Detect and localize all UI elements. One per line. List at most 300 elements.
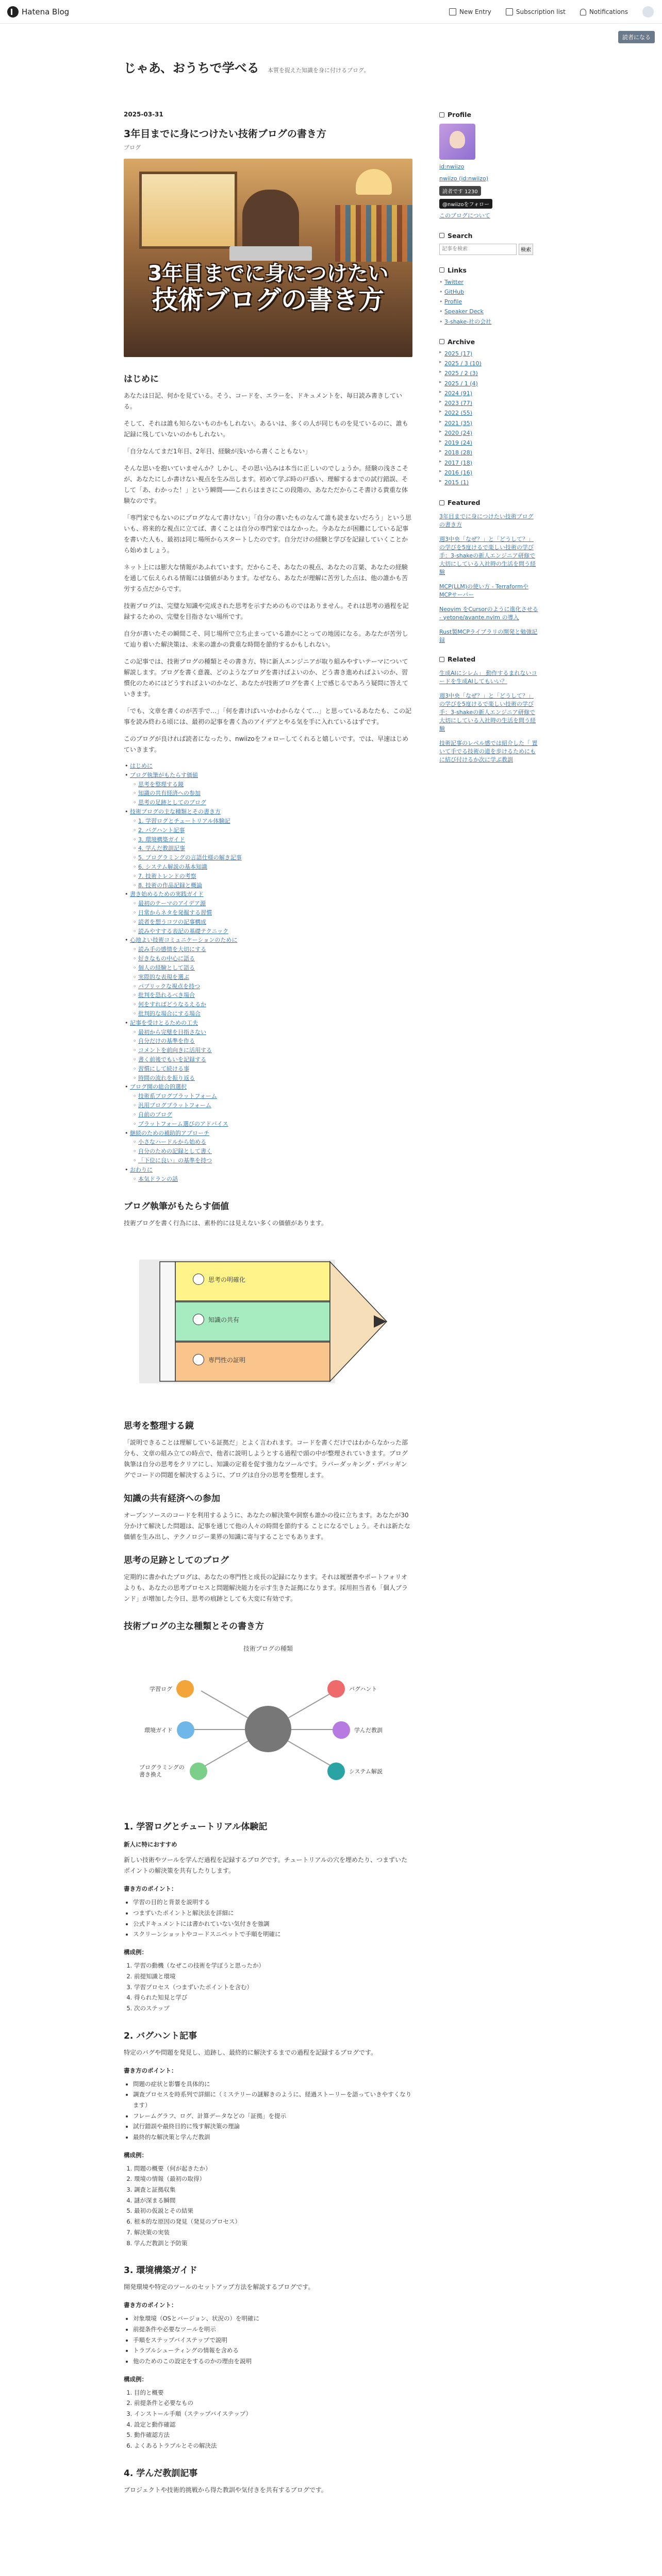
list-item: • 学習の目的と背景を説明する	[133, 1897, 412, 1908]
toc-link[interactable]: プラットフォーム選びのアドバイス	[138, 1120, 228, 1127]
archive-title-label: Archive	[448, 337, 475, 346]
archive-item	[439, 398, 538, 408]
list-item: • 最終的な解決策と学んだ教訓	[133, 2132, 412, 2143]
toc-link[interactable]: 本気ドランの話	[138, 1175, 178, 1182]
blog-title[interactable]: じゃあ、おうちで学べる	[124, 61, 259, 75]
toc-link[interactable]: 技術ブログの主な種類とその書き方	[130, 808, 221, 816]
toc-link[interactable]: 記事を受けとるための工夫	[130, 1019, 198, 1026]
sidebar-link-item	[439, 287, 538, 297]
pencil-row-3-label: 専門性の証明	[208, 1356, 246, 1364]
type1-flow	[124, 1960, 412, 2013]
featured-link[interactable]: Rust製MCPライブラリの開発と勉強記録	[439, 628, 538, 643]
toc-link[interactable]: ブログ開の総合的選択	[130, 1083, 187, 1091]
archive-link[interactable]: 2020 (24)	[444, 429, 473, 436]
toc-link[interactable]: 自分のための記録として書く	[138, 1148, 212, 1155]
type2-points	[124, 2079, 412, 2143]
toc-link[interactable]: 知識の共有経済への参加	[138, 790, 201, 797]
about-blog[interactable]	[439, 212, 538, 221]
archive-item	[439, 478, 538, 487]
toc-item	[124, 1165, 412, 1175]
pencil-row-1-label: 思考の明確化	[208, 1276, 246, 1283]
featured-item[interactable]	[439, 605, 538, 622]
links-title-label: Links	[448, 266, 467, 274]
toc-item	[124, 908, 412, 918]
toc-link[interactable]: パブリックな視点を持つ	[138, 982, 201, 990]
notifications-button[interactable]	[580, 6, 628, 18]
type3-points	[124, 2313, 412, 2366]
archive-link[interactable]: 2019 (24)	[444, 439, 473, 446]
brand-label: Hatena Blog	[22, 7, 70, 16]
sidebar-link-item	[439, 317, 538, 327]
radial-node-3-label: プログラミングの書き換え	[139, 1764, 185, 1778]
list-item: 5. 次のステップ	[134, 2003, 412, 2014]
related-icon	[439, 657, 444, 662]
type1-points	[124, 1897, 412, 1940]
subscription-list-button[interactable]	[506, 6, 566, 18]
toc-link[interactable]: 3. 環境構築ガイド	[138, 836, 185, 843]
sidebar-link-item	[439, 277, 538, 287]
pencil-row-2-label: 知識の共有	[208, 1316, 240, 1324]
toc-item	[124, 918, 412, 927]
list-item: • 前提条件や必要なツールを明示	[133, 2324, 412, 2335]
profile-avatar[interactable]	[439, 124, 475, 160]
sidebar-link[interactable]: 3-shake-社の会社	[444, 318, 492, 325]
list-item: • 問題の症状と影響を具体的に	[133, 2079, 412, 2090]
blog-description: 本質を捉えた知識を身に付けるブログ。	[267, 67, 370, 74]
toc-item	[124, 991, 412, 1000]
radial-node-1-label: 学習ログ	[150, 1686, 172, 1693]
intro-paragraph: そんな思いを抱いていませんか？しかし、その思い込みは本当に正しいのでしょうか。経験の浅さこそが、あなたにしか書けない視点を生み出します。初めて学ぶ時の戸惑い、理解するまでの試行錯誤、そして「あ、わかった！」という瞬間――これらはまさにこの段階の、あなただからこそ書ける貴重な体験なのです。	[124, 465, 409, 504]
search-form	[439, 244, 538, 255]
archive-item	[439, 349, 538, 359]
list-item: • スクリーンショットやコードスニペットで手順を明確に	[133, 1929, 412, 1940]
readers-count-badge[interactable]: 読者です 1230	[439, 186, 481, 196]
toc-link[interactable]: 個人の経験として語る	[138, 964, 195, 971]
toc-link[interactable]: 最初のテーマのアイデア源	[138, 900, 206, 907]
list-item: 1. 学習の動機（なぜこの技術を学ぼうと思ったか）	[134, 1960, 412, 1971]
archive-item	[439, 418, 538, 428]
intro-heading: はじめに	[124, 374, 159, 384]
list-item: 4. 設定と動作確認	[134, 2419, 412, 2430]
toc-item	[124, 881, 412, 890]
toc-item	[124, 826, 412, 835]
list-item: 1. 目的と概要	[134, 2387, 412, 2398]
hero-window	[139, 172, 237, 249]
featured-item[interactable]	[439, 628, 538, 645]
list-item: • 調査プロセスを時系列で詳細に（ミステリーの謎解きのように、経過ストーリーを語っていきやすくなります）	[133, 2089, 412, 2110]
toc-item	[124, 936, 412, 945]
certificate-icon	[193, 1354, 204, 1365]
subscribe-readers-button[interactable]: 読者になる	[618, 31, 655, 43]
bug-icon	[327, 1680, 345, 1698]
radial-node-4	[327, 1680, 377, 1698]
hero-bookshelf	[335, 205, 412, 262]
calendar-icon	[439, 339, 444, 344]
archive-item	[439, 408, 538, 418]
links-list	[439, 277, 538, 327]
related-item-3-link[interactable]: 技術記事のレベル感では紹介した「 置いて手でる技術の道を歩けるためにもに結び付けるか次に学ぶ教訓	[439, 740, 538, 763]
radial-node-6	[327, 1762, 383, 1780]
toc-item	[124, 1092, 412, 1101]
featured-item[interactable]	[439, 535, 538, 577]
list-item: 4. 謎が深まる瞬間	[134, 2195, 412, 2206]
type1-paragraph: 新しい技術やツールを学んだ過程を記録するブログです。チュートリアルの穴を埋めたり、つまずいたポイントの解決策を共有したりします。	[124, 1856, 407, 1875]
type1-points-title: 書き方のポイント：	[124, 1885, 177, 1893]
search-button[interactable]: 検索	[519, 244, 533, 255]
notifications-label: Notifications	[589, 8, 628, 15]
hero-line-2: 技術ブログの書き方	[152, 285, 384, 315]
toc-item	[124, 1055, 412, 1064]
sidebar-link[interactable]: GitHub	[444, 288, 465, 295]
related-list	[439, 669, 538, 733]
featured-link[interactable]: Neovim をCursorのように進化させる - yetone/avante.nvim の導入	[439, 605, 538, 621]
trace-heading: 思考の足跡としてのブログ	[124, 1555, 229, 1566]
toc-link[interactable]: 8. 技術の作品記録と概論	[138, 882, 202, 889]
toc-item	[124, 1175, 412, 1184]
toc-item	[124, 872, 412, 881]
archive-link[interactable]: 2018 (28)	[444, 449, 473, 456]
intro-body	[124, 391, 412, 755]
value-heading: ブログ執筆がもたらす価値	[124, 1201, 229, 1212]
toc-item	[124, 761, 412, 771]
list-item: 6. よくあるトラブルとその解決法	[134, 2441, 412, 2451]
toc-link[interactable]: 小さなハードルから始める	[138, 1139, 206, 1146]
new-entry-label: New Entry	[459, 8, 491, 15]
radial-node-6-label: システム解説	[349, 1768, 383, 1775]
toc-link[interactable]: 心地よい技術コミュニケーションのために	[130, 937, 238, 944]
toc-link[interactable]: 汎用ブログプラットフォーム	[138, 1102, 211, 1109]
intro-paragraph: ネット上には膨大な情報があふれています。だからこそ、あなたの視点、あなたの言葉、あなたの経験を通して伝えられる情報には価値があります。なぜなら、あなたが理解に苦労した点は、他の誰かも苦労する点だからです。	[124, 564, 408, 592]
featured-item[interactable]	[439, 583, 538, 599]
profile-id-link[interactable]: id:nwiizo	[439, 163, 465, 170]
related-item[interactable]	[439, 692, 538, 733]
toc-item	[124, 1028, 412, 1037]
type2-flow	[124, 2163, 412, 2249]
related-section-title	[439, 655, 538, 663]
mirror-paragraph: 「説明できることは理解している証拠だ」とよく言われます。コードを書くだけではわからなかった部分も、文章の組み立ての時点で、他者に説明しようとする過程で頭の中が整理されていきます。ブログ執筆は自分の思考をクリアにし、知識の定着を促す強力なツールです。ラバーダッキング・デバッギングでコードの問題を解決するように、ブログは自分の思考を整理します。	[124, 1439, 408, 1479]
archive-item	[439, 368, 538, 378]
toc-link[interactable]: 6. システム解説の基本知識	[138, 863, 207, 870]
archive-link[interactable]: 2022 (55)	[444, 410, 473, 417]
archive-link[interactable]: 2016 (16)	[444, 469, 473, 476]
search-section-title	[439, 232, 538, 240]
toc-item	[124, 1101, 412, 1110]
toc-link[interactable]: 読者を想うコツの記事構成	[138, 918, 206, 925]
sidebar-link[interactable]: Profile	[444, 298, 462, 305]
global-header	[0, 0, 662, 24]
toc-item	[124, 771, 412, 780]
intro-paragraph: そして、それは誰も知らないものかもしれない。あるいは、多くの人が同じものを見ているのに、誰も記録に残していないのかもしれない。	[124, 420, 408, 438]
header-actions	[449, 6, 654, 18]
type4-paragraph: プロジェクトや技術的挑戦から得た教訓や気付きを共有するブログです。	[124, 2486, 327, 2494]
type1-heading: 1. 学習ログとチュートリアル体験記	[124, 1822, 268, 1833]
list-item: 3. インストール手順（ステップバイステップ）	[134, 2409, 412, 2419]
search-icon	[439, 233, 444, 238]
intro-paragraph: この記事では、技術ブログの種類とその書き方、特に新人エンジニアが取り組みやすいテーマについて解説します。ブログを書く意義、どのようなブログを書けばよいのか、どう書き進めればよいのか、習慣化のためにはどうすればよいのかなど、あなたが技術ブログを書く上で感じるであろう疑問に答えていきます。	[124, 658, 408, 698]
toc-item	[124, 1046, 412, 1055]
server-icon	[327, 1762, 345, 1780]
list-item: 7. 解決策の実装	[134, 2227, 412, 2238]
toc-item	[124, 1064, 412, 1074]
mirror-heading: 思考を整理する鏡	[124, 1421, 194, 1432]
book-icon	[176, 1680, 194, 1698]
archive-section-title	[439, 338, 538, 346]
list-item: • 手順をステップバイステップで説明	[133, 2335, 412, 2346]
link-icon	[439, 267, 444, 273]
list-item: 8. 学んだ教訓と予防策	[134, 2238, 412, 2249]
toc-link[interactable]: 日常からネタを発掘する習慣	[138, 909, 212, 916]
pencil-eraser	[160, 1262, 175, 1381]
archive-item	[439, 428, 538, 438]
sidebar-link-item	[439, 297, 538, 307]
type2-paragraph: 特定のバグや問題を発見し、追跡し、最終的に解決するまでの過程を記録するブログです。	[124, 2048, 377, 2056]
hero-overlay-text	[124, 262, 412, 315]
archive-link[interactable]: 2017 (18)	[444, 459, 473, 466]
sidebar-link[interactable]: Twitter	[444, 278, 464, 285]
type3-heading: 3. 環境構築ガイド	[124, 2265, 197, 2276]
toc-item	[124, 835, 412, 844]
toc-item	[124, 1019, 412, 1028]
code-icon	[190, 1762, 207, 1780]
post-category[interactable]: ブログ	[124, 144, 141, 151]
hero-line-1: 3年目までに身につけたい	[147, 262, 389, 285]
featured-link[interactable]: MCP(LLM)の使い方 - TerraformやMCPサーバー	[439, 583, 528, 598]
archive-link[interactable]: 2015 (1)	[444, 479, 469, 486]
related-link[interactable]: 週3中央「なぜ？」と「どうして？」の学びを5度けるで楽しい技術の学び手：3-shakeの新人エンジニア研修で大切にしている入社時の生活を問う経験	[439, 692, 536, 733]
featured-link[interactable]: 週3中央「なぜ？」と「どうして？」の学びを5度けるで楽しい技術の学び手：3-shakeの新人エンジニア研修で大切にしている入社時の生活を問う経験	[439, 536, 536, 575]
share-icon	[193, 1314, 204, 1325]
toc-item	[124, 1120, 412, 1129]
toc-link[interactable]: 最初から完璧を目指さない	[138, 1028, 206, 1036]
toc-link[interactable]: 何をすればどうなるえるか	[138, 1001, 206, 1008]
post-title[interactable]: 3年目までに身につけたい技術ブログの書き方	[124, 128, 326, 140]
post-date[interactable]: 2025-03-31	[124, 111, 163, 118]
toc-link[interactable]: 書き始めるための実践ガイド	[130, 891, 204, 898]
list-item: • 公式ドキュメントには書かれていない気付きを強調	[133, 1919, 412, 1929]
toc-link[interactable]: 「下位に良い」の基準を持つ	[138, 1157, 212, 1164]
list-item: 2. 環境の情報（最初の取得）	[134, 2174, 412, 2184]
list-item: 5. 動作確認方法	[134, 2430, 412, 2441]
radial-node-5	[333, 1721, 383, 1739]
toc-link[interactable]: 7. 技術トレンドの考察	[138, 872, 196, 879]
toc-item	[124, 1074, 412, 1083]
type2-heading: 2. バグハント記事	[124, 2030, 197, 2041]
archive-item	[439, 468, 538, 478]
featured-item[interactable]	[439, 513, 538, 529]
list-item: 4. 得られた知見と学び	[134, 1992, 412, 2003]
archive-item	[439, 438, 538, 448]
archive-link[interactable]: 2023 (77)	[444, 400, 473, 406]
toc-item	[124, 1156, 412, 1165]
toc-item	[124, 798, 412, 807]
list-item: • フレームグラフ、ログ、計算データなどの「証拠」を提示	[133, 2111, 412, 2122]
toc-item	[124, 844, 412, 853]
new-entry-button[interactable]	[449, 6, 491, 18]
share-heading: 知識の共有経済への参加	[124, 1494, 220, 1504]
blog-types-diagram	[124, 1644, 412, 1799]
profile-user-link[interactable]	[439, 175, 538, 183]
sidebar-link[interactable]: Speaker Deck	[444, 308, 484, 315]
article	[124, 111, 412, 2496]
archive-item	[439, 388, 538, 398]
related-item-3[interactable]	[439, 739, 538, 764]
related-item[interactable]	[439, 669, 538, 686]
toc-item	[124, 1082, 412, 1092]
toc-link[interactable]: はじめに	[130, 762, 153, 769]
search-title-label: Search	[448, 231, 473, 240]
related-title-label: Related	[448, 655, 476, 664]
list-icon	[506, 8, 513, 15]
toc-item	[124, 1138, 412, 1147]
radial-node-2	[144, 1721, 194, 1739]
intro-paragraph: このブログが良ければ読者になったり、nwiizoをフォローしてくれると嬉しいです。では、早速はじめていきます。	[124, 735, 409, 753]
toc-item	[124, 982, 412, 991]
about-blog-link[interactable]: このブログについて	[439, 212, 490, 219]
toc-link[interactable]: 好きなもの中心に語る	[138, 955, 195, 962]
toc-link[interactable]: 5. プログラミングの言語仕様の解き記事	[138, 854, 242, 861]
toc-link[interactable]: 思考の足跡としてのブログ	[138, 799, 206, 806]
toc-item	[124, 963, 412, 973]
list-item: 3. 学習プロセス（つまずいたポイントを含む）	[134, 1982, 412, 1993]
toc-link[interactable]: 自分だけの基準を作る	[138, 1038, 195, 1045]
list-item: • つまずいたポイントと解決法を詳細に	[133, 1908, 412, 1919]
toc-item	[124, 899, 412, 908]
archive-link[interactable]: 2025 / 1 (4)	[444, 380, 478, 387]
toc-item	[124, 1147, 412, 1156]
toc-item	[124, 1037, 412, 1046]
toc-item	[124, 1000, 412, 1009]
toc-link[interactable]: 継続のための補助的アプローチ	[130, 1129, 209, 1137]
table-of-contents	[124, 761, 412, 1183]
toc-item	[124, 807, 412, 817]
pencil-row-1	[180, 1261, 245, 1298]
toc-item	[124, 1129, 412, 1138]
hatena-logo-icon	[7, 6, 19, 18]
toc-item	[124, 1110, 412, 1120]
list-item: 5. 最初の仮説とその結果	[134, 2206, 412, 2216]
type3-flow-title: 構成例：	[124, 2375, 147, 2383]
toc-item	[124, 817, 412, 826]
pencil-diagram	[124, 1249, 412, 1404]
pencil-row-3	[180, 1341, 245, 1378]
type2-flow-title: 構成例：	[124, 2151, 147, 2159]
radial-title: 技術ブログの種類	[243, 1645, 293, 1653]
lightbulb-icon	[193, 1274, 204, 1285]
edit-icon	[449, 8, 456, 15]
toc-item	[124, 890, 412, 899]
intro-paragraph: 「でも、文章を書くのが苦手で…」「何を書けばいいかわからなくて…」と思っているあなたも、この記事を読み終わる頃には、最初の記事を書く為のアイデアとやる気を手に入れているはずです。	[124, 707, 412, 725]
featured-title-label: Featured	[448, 499, 481, 507]
archive-link[interactable]: 2025 / 2 (3)	[444, 370, 478, 377]
intro-paragraph: 「自分なんてまだ1年目、2年目、経験が浅いから書くこともない」	[124, 448, 311, 455]
archive-link[interactable]: 2025 (17)	[444, 350, 473, 357]
profile-user-anchor[interactable]: nwiizo (id:nwiizo)	[439, 175, 488, 182]
toc-link[interactable]: コメントを前向きに活用する	[138, 1047, 212, 1054]
toc-link[interactable]: 思考を整理する鏡	[138, 781, 184, 788]
archive-link[interactable]: 2021 (35)	[444, 419, 473, 427]
toc-item	[124, 789, 412, 798]
toc-link[interactable]: 実際的な表現を選ぶ	[138, 973, 189, 980]
toc-link[interactable]: 習慣にして続ける事	[138, 1065, 189, 1072]
toc-link[interactable]: 批判的な場合にする場合	[138, 1010, 201, 1017]
toc-link[interactable]: 2. バグハント記事	[138, 826, 185, 834]
featured-link[interactable]: 3年目までに身につけたい技術ブログの書き方	[439, 513, 534, 529]
archive-link[interactable]: 2025 / 3 (10)	[444, 360, 482, 367]
radial-node-4-label: バグハント	[349, 1686, 377, 1693]
toc-link[interactable]: 4. 学んだ教訓記事	[138, 845, 185, 852]
toc-item	[124, 973, 412, 982]
list-item: • 対象環境（OSとバージョン、状況の）を明確に	[133, 2313, 412, 2324]
hero-lamp	[356, 169, 392, 195]
list-item: 1. 問題の概要（何が起きたか）	[134, 2163, 412, 2174]
star-icon	[439, 500, 444, 505]
toc-item	[124, 954, 412, 963]
toc-link[interactable]: 技術系ブログプラットフォーム	[138, 1093, 217, 1100]
list-item: 2. 前提条件と必要なもの	[134, 2398, 412, 2409]
lightbulb-icon	[333, 1721, 350, 1739]
list-item: 6. 根本的な原因の発見（発見のプロセス）	[134, 2216, 412, 2227]
hatena-blog-brand[interactable]	[7, 6, 69, 18]
type2-points-title: 書き方のポイント：	[124, 2066, 177, 2074]
hero-image	[124, 159, 412, 357]
follow-button[interactable]: @nwiizoをフォロー	[439, 199, 492, 209]
intro-paragraph: 技術ブログは、完璧な知識や完成された思考を示すためのものではありません。それは思考の過程を記録するための、完璧を目指さない場所です。	[124, 602, 409, 620]
toc-link[interactable]: 時間の流れを振り返る	[138, 1074, 195, 1081]
type4-heading: 4. 学んだ教訓記事	[124, 2468, 198, 2479]
toc-link[interactable]: 自前のブログ	[138, 1111, 172, 1118]
radial-node-3	[139, 1762, 207, 1780]
archive-item	[439, 458, 538, 468]
toc-link[interactable]: 1. 学習ログとチュートリアル体験記	[138, 817, 230, 824]
pencil-diagram-svg	[139, 1255, 407, 1388]
radial-center	[245, 1706, 291, 1752]
featured-section-title	[439, 499, 538, 506]
type3-flow	[124, 2387, 412, 2451]
archive-link[interactable]: 2024 (91)	[444, 389, 473, 397]
sidebar-link-item	[439, 307, 538, 316]
sidebar	[439, 111, 538, 764]
archive-list	[439, 349, 538, 488]
gear-icon	[177, 1721, 194, 1739]
search-input[interactable]	[439, 244, 517, 255]
toc-link[interactable]: 書く前後でもいを記録する	[138, 1056, 206, 1063]
toc-link[interactable]: ブログ執筆がもたらす価値	[130, 771, 198, 778]
toc-link[interactable]: 批判を恐れるべき場合	[138, 992, 195, 999]
archive-item	[439, 379, 538, 388]
toc-item	[124, 862, 412, 872]
list-item: 2. 前提知識と環境	[134, 1971, 412, 1982]
intro-paragraph: あなたは日記、何かを見ている。そう、コードを、エラーを、ドキュメントを、毎日読み書きしている。	[124, 392, 403, 410]
list-item: • トラブルシューティングの情報を含める	[133, 2345, 412, 2356]
radial-node-5-label: 学んだ教訓	[354, 1727, 383, 1734]
types-heading: 技術ブログの主な種類とその書き方	[124, 1621, 264, 1632]
archive-item	[439, 448, 538, 457]
list-item: • 他のためのこの設定をするのかの理由を説明	[133, 2356, 412, 2367]
radial-node-1	[150, 1680, 194, 1698]
profile-id[interactable]	[439, 163, 538, 172]
toc-item	[124, 945, 412, 954]
profile-icon	[439, 112, 444, 117]
toc-link[interactable]: 読みやすする表記の基礎テクニック	[138, 927, 229, 935]
toc-link[interactable]: 読み手の感情を大切にする	[138, 946, 206, 953]
profile-section-title	[439, 111, 538, 118]
radial-node-2-label: 環境ガイド	[144, 1727, 173, 1734]
related-link[interactable]: 生成AIにシレム」 動作するまれないコードを生成AIしてもいい？	[439, 670, 537, 685]
user-avatar[interactable]	[642, 6, 654, 18]
toc-link[interactable]: おわりに	[130, 1166, 153, 1173]
list-item: 3. 調査と証拠収集	[134, 2184, 412, 2195]
featured-list	[439, 513, 538, 644]
